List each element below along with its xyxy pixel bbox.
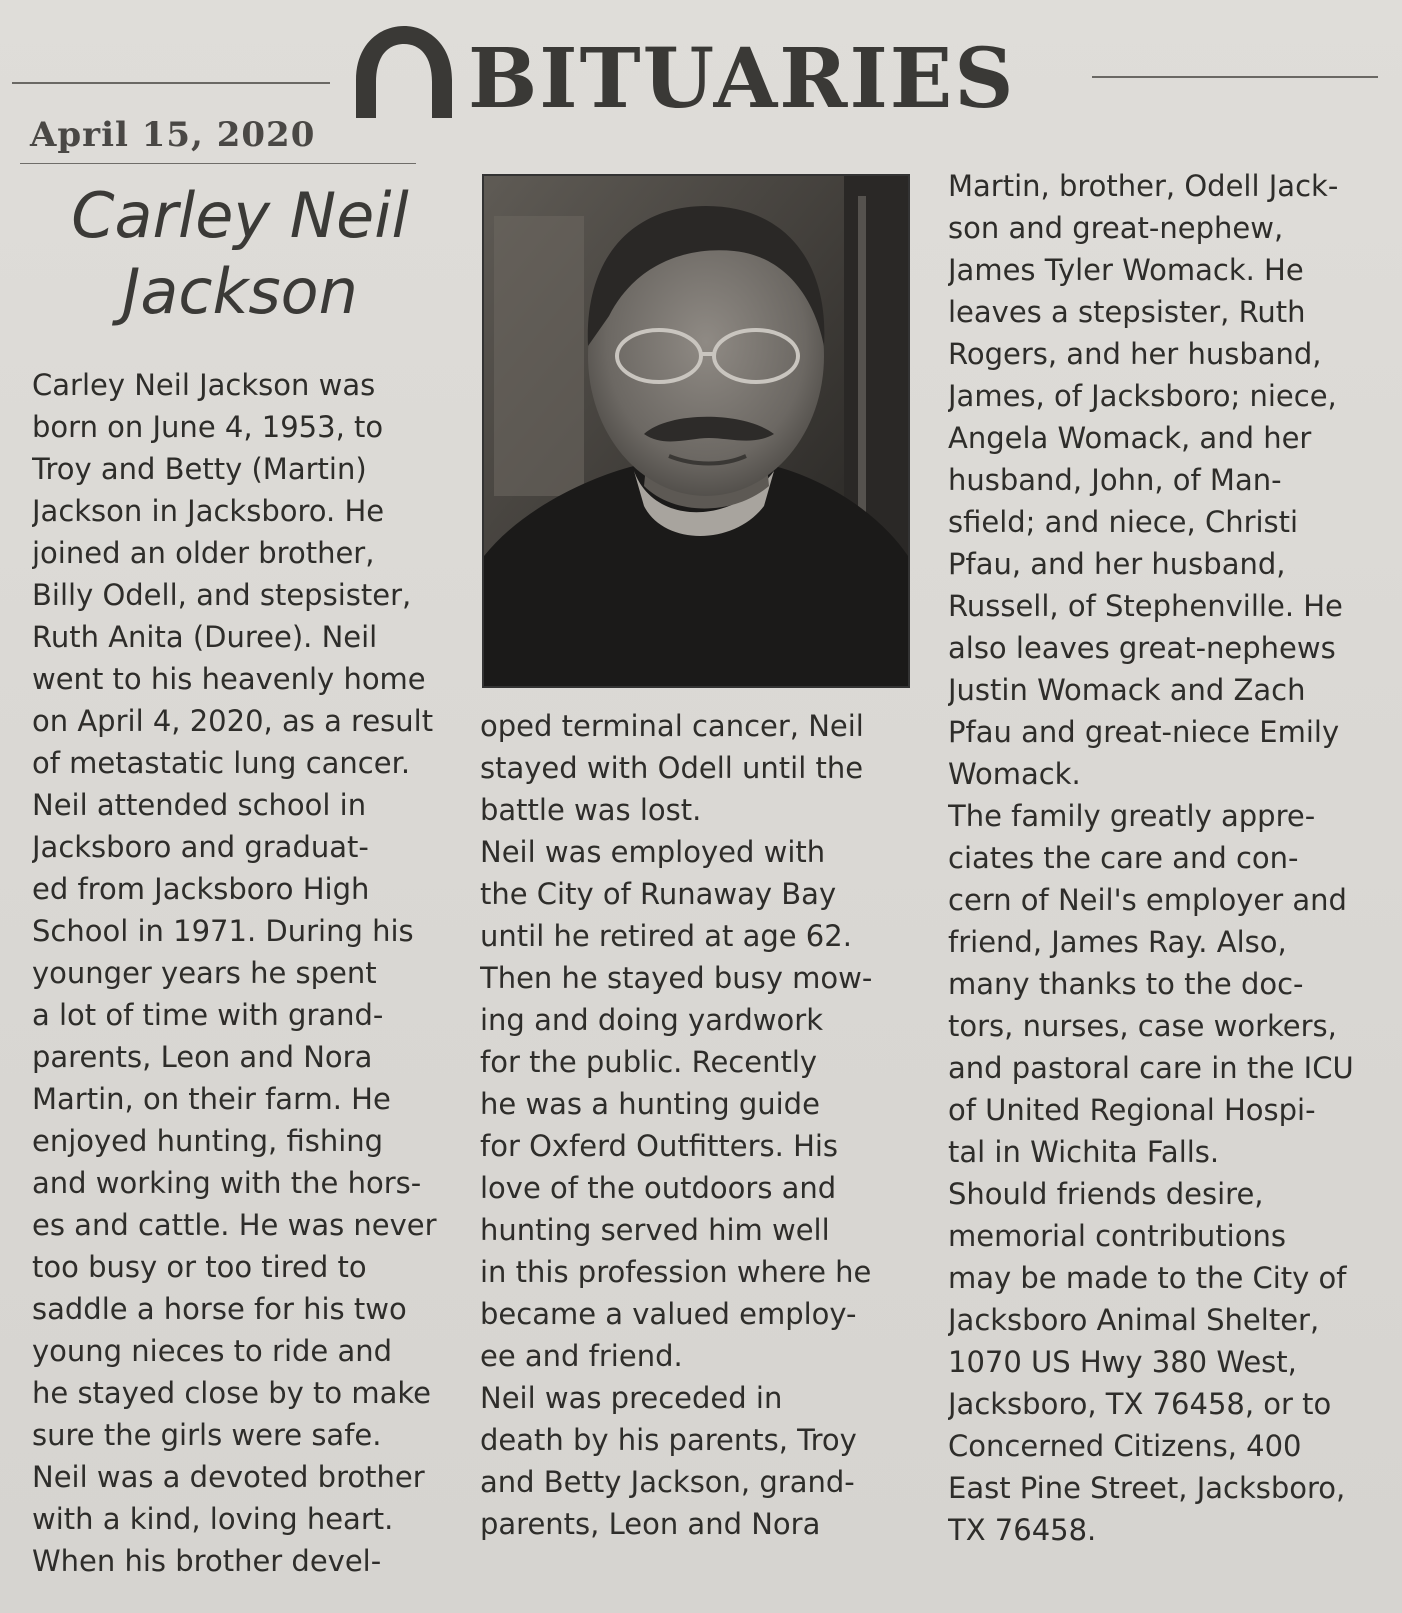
portrait-photo [482, 174, 910, 688]
text-line: of metastatic lung cancer. [32, 746, 411, 780]
issue-date: April 15, 2020 [30, 115, 316, 155]
text-line: Martin, brother, Odell Jack- [948, 169, 1339, 203]
masthead-rule-left [12, 82, 330, 84]
text-line: too busy or too tired to [32, 1250, 367, 1284]
text-line: he was a hunting guide [480, 1087, 820, 1121]
text-line: ed from Jacksboro High [32, 872, 370, 906]
text-line: Should friends desire, [948, 1177, 1264, 1211]
obituary-column-3 [948, 165, 1386, 1551]
text-line: tors, nurses, case workers, [948, 1009, 1337, 1043]
text-line: cern of Neil's employer and [948, 883, 1347, 917]
text-line: James, of Jacksboro; niece, [948, 379, 1337, 413]
text-line: of United Regional Hospi- [948, 1093, 1316, 1127]
text-line: battle was lost. [480, 793, 702, 827]
deceased-name [20, 178, 460, 330]
text-line: Angela Womack, and her [948, 421, 1312, 455]
text-line: until he retired at age 62. [480, 919, 852, 953]
text-line: and working with the hors- [32, 1166, 422, 1200]
text-line: for Oxferd Outfitters. His [480, 1129, 839, 1163]
text-line: sure the girls were safe. [32, 1418, 382, 1452]
text-line: many thanks to the doc- [948, 967, 1304, 1001]
masthead-initial-o [352, 22, 456, 118]
text-line: ciates the care and con- [948, 841, 1299, 875]
text-line: Neil was preceded in [480, 1381, 783, 1415]
text-line: oped terminal cancer, Neil [480, 709, 864, 743]
text-line: also leaves great-nephews [948, 631, 1336, 665]
text-line: in this profession where he [480, 1255, 872, 1289]
text-line: became a valued employ- [480, 1297, 857, 1331]
text-line: saddle a horse for his two [32, 1292, 407, 1326]
text-line: hunting served him well [480, 1213, 830, 1247]
date-divider [20, 163, 416, 164]
obituary-column-2 [480, 705, 908, 1545]
text-line: younger years he spent [32, 956, 377, 990]
text-line: enjoyed hunting, fishing [32, 1124, 384, 1158]
text-line: When his brother devel- [32, 1544, 382, 1578]
text-line: and pastoral care in the ICU [948, 1051, 1354, 1085]
masthead-title: BITUARIES [468, 31, 1016, 127]
text-line: Carley Neil Jackson was [32, 368, 376, 402]
text-line: parents, Leon and Nora [480, 1507, 821, 1541]
text-line: tal in Wichita Falls. [948, 1135, 1220, 1169]
text-line: Jacksboro, TX 76458, or to [948, 1387, 1332, 1421]
text-line: parents, Leon and Nora [32, 1040, 373, 1074]
text-line: Jacksboro and graduat- [32, 830, 369, 864]
text-line: went to his heavenly home [32, 662, 426, 696]
text-line: ing and doing yardwork [480, 1003, 823, 1037]
obituary-column-1 [32, 364, 440, 1582]
text-line: love of the outdoors and [480, 1171, 837, 1205]
text-line: The family greatly appre- [948, 799, 1316, 833]
text-line: Neil attended school in [32, 788, 367, 822]
text-line: the City of Runaway Bay [480, 877, 837, 911]
text-line: Then he stayed busy mow- [480, 961, 873, 995]
text-line: sfield; and niece, Christi [948, 505, 1299, 539]
text-line: for the public. Recently [480, 1045, 818, 1079]
text-line: East Pine Street, Jacksboro, [948, 1471, 1346, 1505]
text-line: memorial contributions [948, 1219, 1286, 1253]
text-line: Russell, of Stephenville. He [948, 589, 1343, 623]
masthead-rule-right [1092, 76, 1378, 78]
text-line: and Betty Jackson, grand- [480, 1465, 855, 1499]
text-line: 1070 US Hwy 380 West, [948, 1345, 1297, 1379]
text-line: Womack. [948, 757, 1081, 791]
text-line: TX 76458. [948, 1513, 1097, 1547]
text-line: death by his parents, Troy [480, 1423, 857, 1457]
text-line: Neil was employed with [480, 835, 826, 869]
text-line: a lot of time with grand- [32, 998, 384, 1032]
text-line: Ruth Anita (Duree). Neil [32, 620, 378, 654]
text-line: Pfau, and her husband, [948, 547, 1286, 581]
text-line: friend, James Ray. Also, [948, 925, 1287, 959]
text-line: son and great-nephew, [948, 211, 1284, 245]
text-line: es and cattle. He was never [32, 1208, 437, 1242]
text-line: Neil was a devoted brother [32, 1460, 425, 1494]
text-line: with a kind, loving heart. [32, 1502, 394, 1536]
text-line: Troy and Betty (Martin) [32, 452, 367, 486]
text-line: born on June 4, 1953, to [32, 410, 384, 444]
text-line: Jacksboro Animal Shelter, [948, 1303, 1320, 1337]
text-line: stayed with Odell until the [480, 751, 864, 785]
text-line: he stayed close by to make [32, 1376, 431, 1410]
text-line: James Tyler Womack. He [948, 253, 1304, 287]
text-line: may be made to the City of [948, 1261, 1347, 1295]
name-line-2: Jackson [122, 255, 358, 328]
text-line: joined an older brother, [32, 536, 375, 570]
text-line: Rogers, and her husband, [948, 337, 1322, 371]
text-line: Martin, on their farm. He [32, 1082, 391, 1116]
name-line-1: Carley Neil [71, 179, 409, 252]
text-line: on April 4, 2020, as a result [32, 704, 434, 738]
text-line: Justin Womack and Zach [948, 673, 1306, 707]
text-line: young nieces to ride and [32, 1334, 393, 1368]
text-line: Pfau and great-niece Emily [948, 715, 1340, 749]
text-line: Concerned Citizens, 400 [948, 1429, 1302, 1463]
text-line: ee and friend. [480, 1339, 683, 1373]
text-line: Billy Odell, and stepsister, [32, 578, 412, 612]
text-line: husband, John, of Man- [948, 463, 1282, 497]
text-line: School in 1971. During his [32, 914, 414, 948]
text-line: Jackson in Jacksboro. He [32, 494, 385, 528]
text-line: leaves a stepsister, Ruth [948, 295, 1306, 329]
